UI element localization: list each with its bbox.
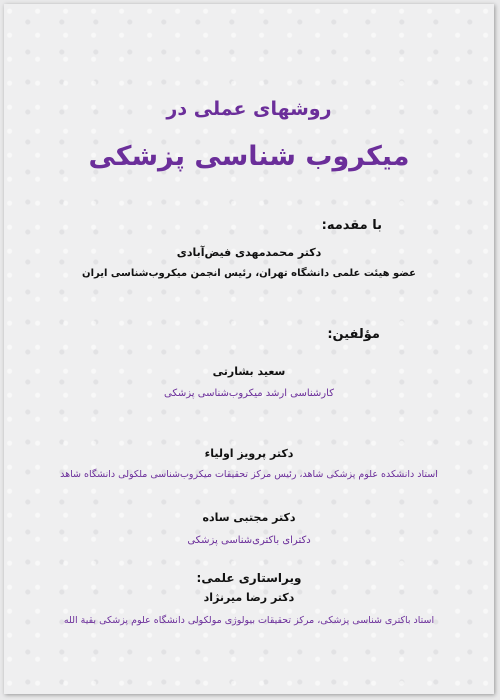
introduction-author-affiliation: عضو هیئت علمی دانشگاه تهران، رئیس انجمن میکروب‌شناسی ایران <box>82 268 416 279</box>
author-1-affiliation: کارشناسی ارشد میکروب‌شناسی پزشکی <box>164 388 334 399</box>
authors-heading: مؤلفین: <box>327 327 380 342</box>
author-2-name: دکتر پرویز اولیاء <box>204 447 294 460</box>
introduction-author-name: دکتر محمدمهدی فیض‌آبادی <box>176 246 322 259</box>
introduction-heading: با مقدمه: <box>321 218 382 233</box>
editor-heading: ویراستاری علمی: <box>196 571 302 585</box>
editor-affiliation: استاد باکتری شناسی پزشکی، مرکز تحقیقات بیولوژی مولکولی دانشگاه علوم پزشکی بقیة الله <box>63 615 435 626</box>
editor-name: دکتر رضا میرنژاد <box>203 591 295 604</box>
author-2-affiliation: استاد دانشکده علوم پزشکی شاهد، رئیس مرکز تحقیقات میکروب‌شناسی ملکولی دانشگاه شاهد <box>60 469 438 480</box>
author-3-name: دکتر مجتبی ساده <box>202 511 296 524</box>
book-title-page <box>4 4 494 694</box>
title-line-2: میکروب شناسی پزشکی <box>88 141 410 172</box>
title-line-1: روشهای عملی در <box>166 98 332 120</box>
author-1-name: سعید بشارتی <box>212 365 286 378</box>
author-3-affiliation: دکترای باکتری‌شناسی پزشکی <box>187 535 311 546</box>
